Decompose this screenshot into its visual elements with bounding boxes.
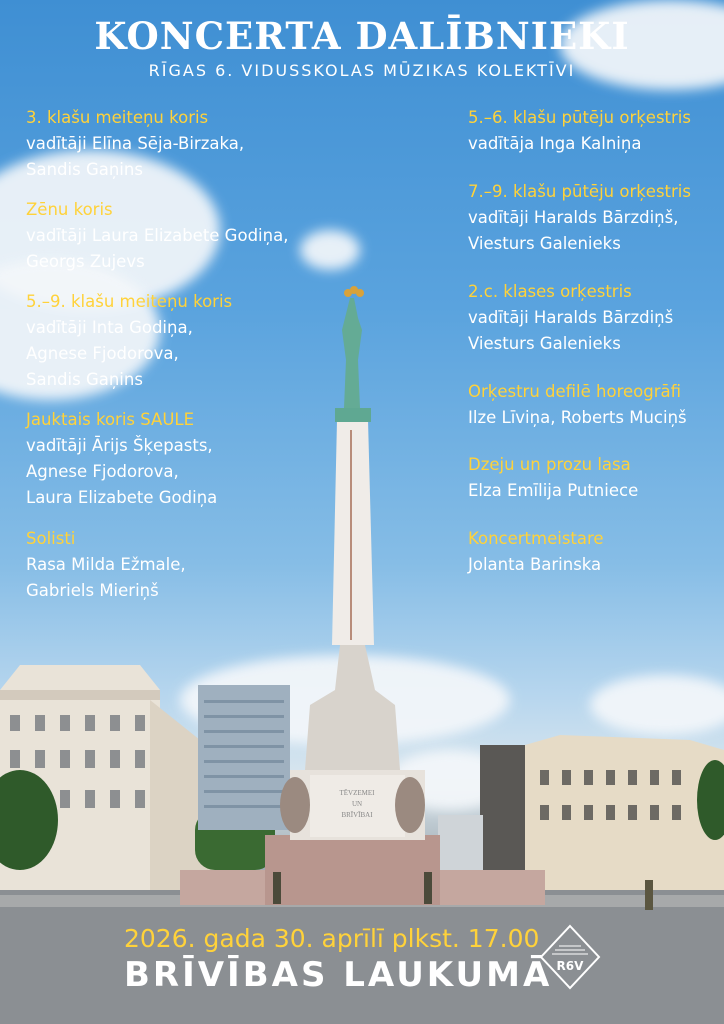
group-leaders: Elza Emīlija Putniece (468, 481, 639, 500)
participant-group (26, 105, 244, 183)
participant-group (26, 289, 232, 393)
school-logo (539, 924, 601, 990)
participant-group (468, 452, 638, 504)
poster-subtitle: RĪGAS 6. VIDUSSKOLAS MŪZIKAS KOLEKTĪVI (148, 61, 576, 80)
group-name: 3. klašu meiteņu koris (26, 108, 209, 127)
logo-icon (539, 924, 601, 990)
logo-text: R6V (556, 959, 584, 973)
group-name: Orķestru defilē horeogrāfi (468, 382, 682, 401)
group-name: Solisti (26, 529, 76, 548)
group-leaders: Rasa Milda Ežmale, (26, 555, 186, 574)
group-leaders: vadītāja Inga Kalniņa (468, 134, 642, 153)
group-leaders: vadītāji Elīna Sēja-Birzaka, (26, 134, 245, 153)
svg-text:BRĪVĪBAI: BRĪVĪBAI (341, 811, 373, 819)
group-leaders: Viesturs Galenieks (468, 234, 621, 253)
group-leaders: Laura Elizabete Godiņa (26, 488, 218, 507)
group-name: 5.–6. klašu pūtēju orķestris (468, 108, 691, 127)
event-date: 2026. gada 30. aprīlī plkst. 17.00 (124, 924, 540, 953)
group-leaders: Agnese Fjodorova, (26, 344, 179, 363)
group-leaders: vadītāji Ārijs Šķepasts, (26, 436, 213, 455)
poster-title: KONCERTA DALĪBNIEKI (94, 14, 630, 58)
group-leaders: vadītāji Haralds Bārzdiņš, (468, 208, 679, 227)
group-name: Dzeju un prozu lasa (468, 455, 631, 474)
group-leaders: Georgs Zujevs (26, 252, 145, 271)
participant-group (468, 105, 691, 157)
group-name: Koncertmeistare (468, 529, 604, 548)
participant-group (468, 179, 691, 257)
svg-text:UN: UN (351, 800, 363, 808)
group-name: 2.c. klases orķestris (468, 282, 632, 301)
group-name: Jauktais koris SAULE (26, 410, 195, 429)
group-leaders: Ilze Līviņa, Roberts Muciņš (468, 408, 687, 427)
group-name: 5.–9. klašu meiteņu koris (26, 292, 233, 311)
participant-group (468, 526, 604, 578)
group-name: 7.–9. klašu pūtēju orķestris (468, 182, 691, 201)
group-leaders: vadītāji Laura Elizabete Godiņa, (26, 226, 289, 245)
group-leaders: vadītāji Haralds Bārzdiņš (468, 308, 674, 327)
group-leaders: Gabriels Mieriņš (26, 581, 159, 600)
group-leaders: Viesturs Galenieks (468, 334, 621, 353)
participant-group (468, 379, 687, 431)
group-leaders: Sandis Gaņins (26, 160, 143, 179)
participant-group (26, 197, 288, 275)
participant-group (26, 407, 217, 511)
group-leaders: Sandis Gaņins (26, 370, 143, 389)
group-leaders: Jolanta Barinska (468, 555, 602, 574)
event-location: BRĪVĪBAS LAUKUMĀ (124, 955, 553, 995)
participant-group (468, 279, 673, 357)
svg-text:TĒVZEMEI: TĒVZEMEI (339, 789, 375, 797)
group-leaders: Agnese Fjodorova, (26, 462, 179, 481)
group-name: Zēnu koris (26, 200, 113, 219)
participant-group (26, 526, 186, 604)
group-leaders: vadītāji Inta Godiņa, (26, 318, 193, 337)
